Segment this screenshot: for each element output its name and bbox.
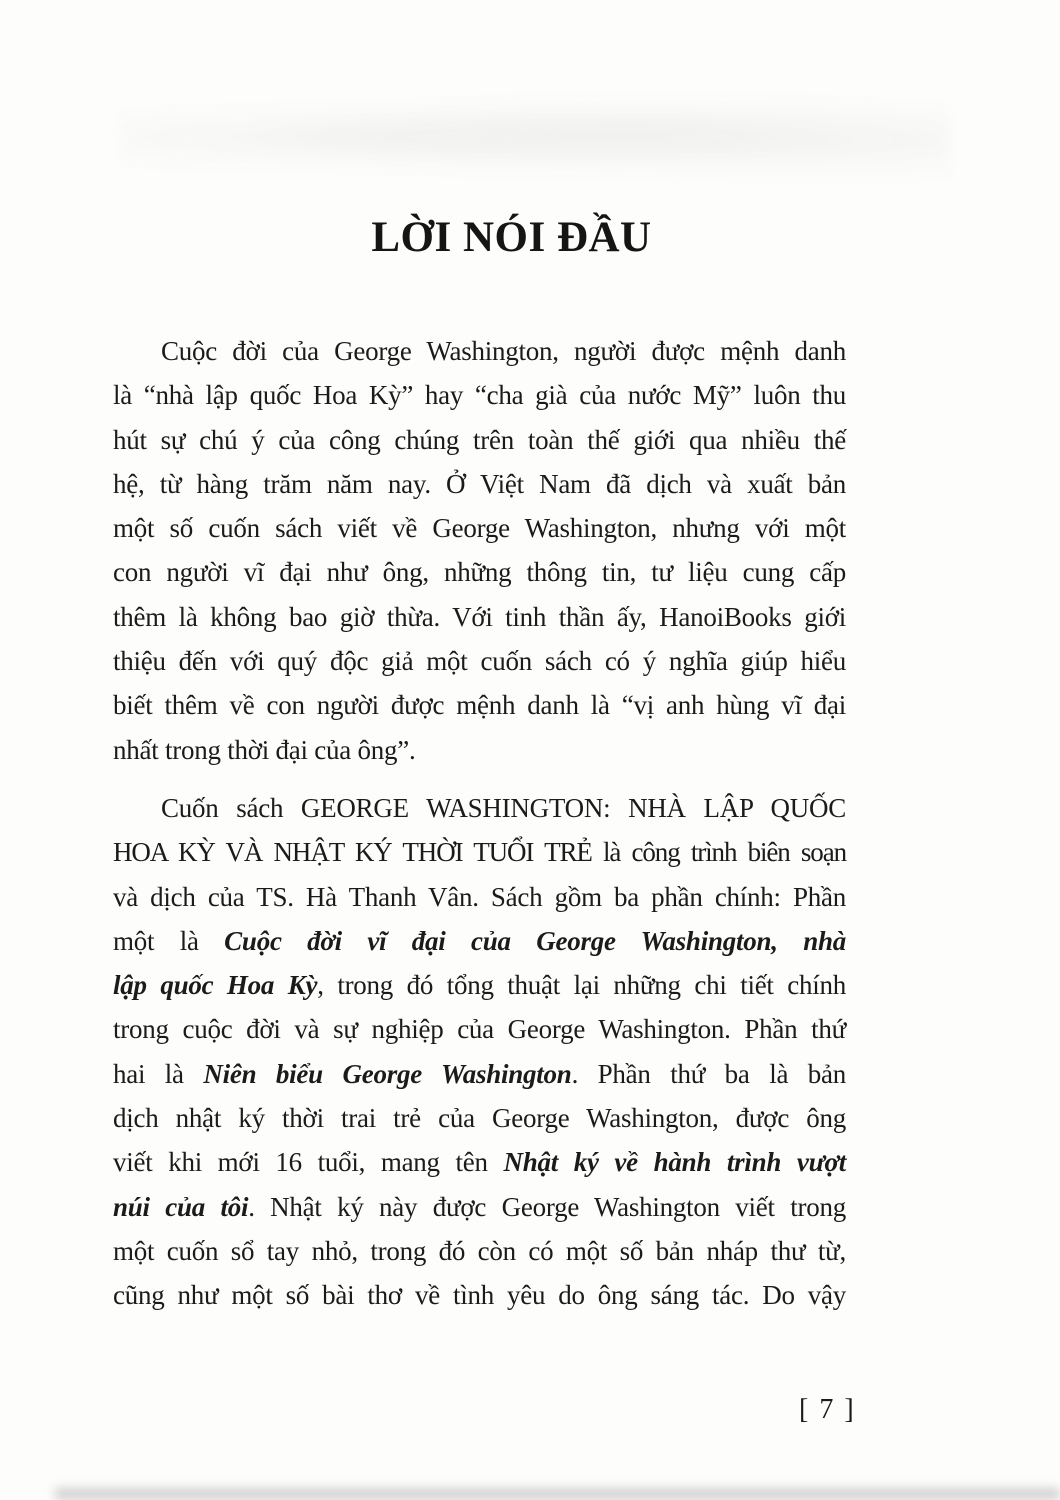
text-line xyxy=(113,1185,846,1229)
book-title-segment: lập quốc Hoa Kỳ xyxy=(113,970,318,1001)
text-line xyxy=(113,1007,846,1051)
text-line xyxy=(113,550,846,594)
text-line xyxy=(113,1096,846,1140)
text-segment: thiệu đến với quý độc giả một cuốn sách có ý nghĩa giúp hiểu xyxy=(113,646,846,677)
text-line xyxy=(113,728,846,772)
text-segment: HOA KỲ VÀ NHẬT KÝ THỜI TUỔI TRẺ là công trình biên soạn xyxy=(113,837,846,868)
text-segment: . Phần thứ ba là bản xyxy=(571,1058,846,1089)
text-segment: Cuộc đời của George Washington, người được mệnh danh xyxy=(161,336,846,366)
text-line xyxy=(113,1273,846,1317)
text-line xyxy=(113,1229,846,1273)
text-line xyxy=(113,418,846,462)
text-line xyxy=(113,919,846,963)
book-title-segment: Cuộc đời vĩ đại của George Washington, nhà xyxy=(224,925,846,956)
text-segment: hút sự chú ý của công chúng trên toàn thế giới qua nhiều thế xyxy=(113,424,846,455)
text-segment: biết thêm về con người được mệnh danh là “vị anh hùng vĩ đại xyxy=(113,690,846,721)
text-segment: Cuốn sách GEORGE WASHINGTON: NHÀ LẬP QUỐC xyxy=(161,792,846,823)
body-text xyxy=(113,329,846,1318)
text-line xyxy=(113,830,846,874)
text-segment: là “nhà lập quốc Hoa Kỳ” hay “cha già của nước Mỹ” luôn thu xyxy=(113,380,846,411)
text-line xyxy=(113,373,846,417)
text-segment: viết khi mới 16 tuổi, mang tên xyxy=(113,1147,504,1178)
text-line xyxy=(113,683,846,727)
text-line xyxy=(113,963,846,1007)
text-segment: hệ, từ hàng trăm năm nay. Ở Việt Nam đã dịch và xuất bản xyxy=(113,468,846,499)
text-line xyxy=(113,639,846,683)
text-segment: hai là xyxy=(113,1058,204,1089)
text-line xyxy=(113,1140,846,1184)
text-line xyxy=(113,329,846,373)
book-title-segment: núi của tôi xyxy=(113,1191,249,1222)
chapter-title: LỜI NÓI ĐẦU xyxy=(371,213,652,261)
text-segment: cũng như một số bài thơ về tình yêu do ông sáng tác. Do vậy xyxy=(113,1280,846,1311)
page-number: [ 7 ] xyxy=(799,1394,856,1425)
text-segment: và dịch của TS. Hà Thanh Vân. Sách gồm ba phần chính: Phần xyxy=(113,881,846,912)
text-line xyxy=(113,786,846,830)
text-segment: . Nhật ký này được George Washington viết trong xyxy=(248,1191,846,1222)
text-segment: con người vĩ đại như ông, những thông tin, tư liệu cung cấp xyxy=(113,557,846,588)
text-line xyxy=(113,462,846,506)
text-segment: trong cuộc đời và sự nghiệp của George Washington. Phần thứ xyxy=(113,1014,846,1045)
book-title-segment: Niên biểu George Washington xyxy=(203,1058,572,1089)
text-segment: một là xyxy=(113,925,225,956)
page-edge-shadow xyxy=(55,1488,1060,1500)
text-segment: thêm là không bao giờ thừa. Với tinh thần ấy, HanoiBooks giới xyxy=(113,601,846,632)
text-segment: một cuốn sổ tay nhỏ, trong đó còn có một số bản nháp thư từ, xyxy=(113,1235,846,1266)
scan-bleedthrough-artifact xyxy=(120,95,950,180)
text-segment: dịch nhật ký thời trai trẻ của George Washington, được ông xyxy=(113,1103,846,1134)
text-line xyxy=(113,595,846,639)
text-segment: một số cuốn sách viết về George Washington, nhưng với một xyxy=(113,513,846,544)
text-segment: , trong đó tổng thuật lại những chi tiết chính xyxy=(317,970,846,1001)
text-line xyxy=(113,506,846,550)
text-line xyxy=(113,875,846,919)
text-segment: nhất trong thời đại của ông”. xyxy=(113,734,416,765)
book-title-segment: Nhật ký về hành trình vượt xyxy=(503,1147,846,1178)
text-line xyxy=(113,1052,846,1096)
